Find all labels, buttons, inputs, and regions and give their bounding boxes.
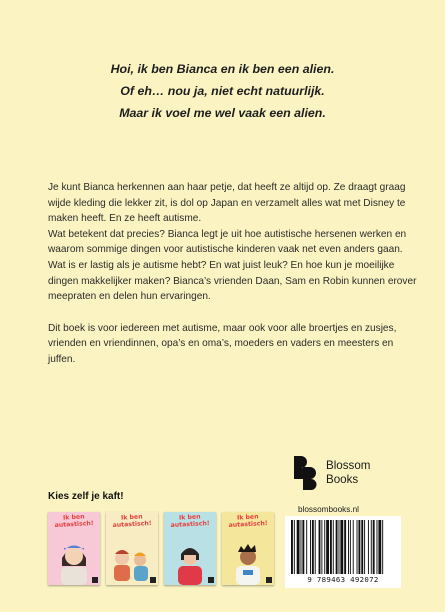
barcode-bar bbox=[336, 520, 338, 574]
barcode-bar bbox=[353, 520, 354, 574]
publisher-name bbox=[326, 459, 370, 487]
barcode-bar bbox=[310, 520, 311, 574]
intro-line-1: Hoi, ik ben Bianca en ik ben een alien. bbox=[110, 62, 335, 76]
barcode-bar bbox=[321, 520, 322, 574]
blurb-text bbox=[48, 180, 418, 368]
intro-quote bbox=[0, 58, 445, 124]
barcode-bar bbox=[297, 520, 300, 574]
cover-option-1[interactable] bbox=[48, 512, 100, 585]
barcode-bar bbox=[315, 520, 316, 574]
barcode-bar bbox=[319, 520, 321, 574]
publisher-logo bbox=[292, 455, 370, 491]
barcode-bar bbox=[312, 520, 314, 574]
barcode-bar bbox=[368, 520, 369, 574]
barcode-bar bbox=[294, 520, 295, 574]
barcode-bar bbox=[326, 520, 329, 574]
publisher-website[interactable]: blossombooks.nl bbox=[298, 505, 359, 514]
blossom-books-logo-icon bbox=[292, 455, 318, 491]
barcode-bar bbox=[382, 520, 383, 574]
barcode-bar bbox=[306, 520, 307, 574]
cover-title: Ik ben autastisch! bbox=[112, 513, 152, 529]
choose-cover-label: Kies zelf je kaft! bbox=[48, 491, 124, 502]
barcode-bar bbox=[371, 520, 372, 574]
barcode-bar bbox=[330, 520, 332, 574]
paragraph-1: Je kunt Bianca herkennen aan haar petje, dat heeft ze altijd op. Ze draagt graag wijde kleding die lekker zit, is dol op Japan en verzamelt alles wat met Disney te maken heeft. En ze heeft autisme. bbox=[48, 182, 406, 225]
barcode-bar bbox=[377, 520, 378, 574]
barcode-bar bbox=[364, 520, 365, 574]
barcode-bar bbox=[378, 520, 381, 574]
barcode-bars bbox=[285, 516, 401, 576]
cover-option-2[interactable] bbox=[106, 512, 158, 585]
cover-option-4[interactable] bbox=[222, 512, 274, 585]
barcode-bar bbox=[333, 520, 334, 574]
barcode-bar bbox=[348, 520, 349, 574]
barcode bbox=[285, 516, 401, 588]
isbn-number: 9 789463 492072 bbox=[307, 575, 379, 584]
publisher-line-2: Books bbox=[326, 473, 359, 486]
publisher-line-1: Blossom bbox=[326, 459, 371, 472]
barcode-bar bbox=[324, 520, 325, 574]
barcode-bar bbox=[357, 520, 358, 574]
barcode-bar bbox=[344, 520, 346, 574]
intro-line-2: Of eh… nou ja, niet echt natuurlijk. bbox=[120, 84, 325, 98]
paragraph-2: Wat betekent dat precies? Bianca legt je uit hoe autistische hersenen werken en waarom sommige dingen voor autistische kinderen vaak net even anders gaan. Wat is er lastig als je autisme hebt? En wat juist leuk? En hoe kun je moeilijke dingen makkelijker maken? Bianca’s vrienden Daan, Sam en Robin kunnen erover meepraten en delen hun ervaringen. bbox=[48, 228, 417, 303]
paragraph-3: Dit boek is voor iedereen met autisme, maar ook voor alle broertjes en zusjes, vrienden en vriendinnen, opa’s en oma’s, moeders en vaders en meesters en juffen. bbox=[48, 322, 397, 365]
cover-title: Ik ben autastisch! bbox=[170, 513, 210, 529]
cover-option-3[interactable] bbox=[164, 512, 216, 585]
barcode-bar bbox=[358, 520, 360, 574]
barcode-bar bbox=[361, 520, 363, 574]
intro-line-3: Maar ik voel me wel vaak een alien. bbox=[119, 106, 326, 120]
barcode-bar bbox=[373, 520, 375, 574]
cover-title: Ik ben autastisch! bbox=[54, 513, 94, 529]
cover-title: Ik ben autastisch! bbox=[228, 513, 268, 529]
barcode-bar bbox=[350, 520, 351, 574]
barcode-bar bbox=[301, 520, 302, 574]
barcode-bar bbox=[339, 520, 340, 574]
barcode-bar bbox=[291, 520, 293, 574]
barcode-bar bbox=[340, 520, 343, 574]
barcode-bar bbox=[302, 520, 304, 574]
